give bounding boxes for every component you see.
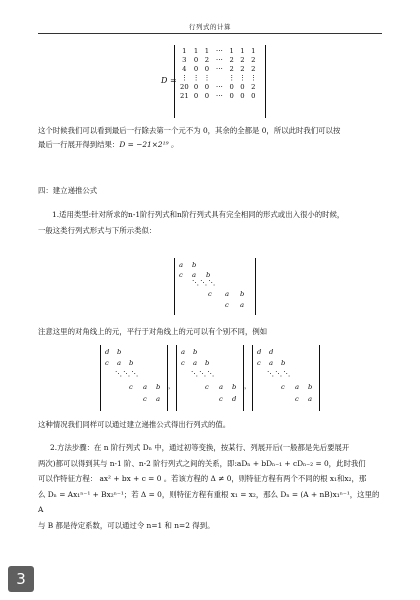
matrix-cell: a (117, 359, 122, 367)
matrix-cell: a (225, 290, 230, 298)
matrix-cell: c (181, 359, 185, 367)
example-matrix-1 (100, 345, 168, 411)
text-line: 可以作特征方程： ax² + bx + c = 0 。若该方程的 Δ ≠ 0，则特征方程有两个不同的根 x₁和x₂，那 (38, 474, 367, 483)
diagonal-dots: ⋱ ⋱ ⋱ (192, 279, 215, 287)
note-paragraph: 这种情况我们同样可以通过建立递推公式得出行列式的值。 (38, 420, 231, 429)
matrix-cell: 0 (193, 56, 199, 64)
matrix-cell: 0 (229, 92, 234, 100)
matrix-cell: c (295, 395, 299, 403)
determinant-label: D = (161, 76, 177, 85)
matrix-cell: 1 (182, 47, 187, 55)
matrix-row (178, 74, 259, 83)
matrix-cell: 21 (180, 92, 189, 100)
matrix-cell: c (257, 359, 261, 367)
text-line: 与 B 都是待定系数，可以通过令 n=1 和 n=2 得到。 (38, 520, 215, 530)
matrix-cell: a (240, 301, 245, 309)
matrix-cell: d (257, 348, 262, 356)
matrix-cell: a (192, 271, 197, 279)
matrix-cell: a (269, 359, 274, 367)
text-line (38, 140, 384, 150)
matrix-cell: ⋮ (228, 74, 236, 82)
diagonal-dots: ⋱ ⋱ ⋱ (191, 370, 214, 378)
matrix-cell: 0 (240, 83, 245, 91)
matrix-row (178, 83, 259, 92)
matrix-cell: 1 (229, 47, 234, 55)
matrix-cell: 1 (251, 47, 256, 55)
matrix-cell: ⋯ (215, 56, 223, 64)
matrix-cell: c (208, 290, 212, 298)
matrix-cell: b (205, 359, 210, 367)
determinant-matrix (174, 45, 266, 118)
matrix-cell: b (192, 261, 197, 269)
matrix-cell: ⋯ (215, 65, 223, 73)
matrix-cell: 0 (204, 83, 210, 91)
matrix-cell: b (308, 383, 313, 391)
matrix-cell: a (193, 359, 198, 367)
matrix-cell: 2 (204, 56, 210, 64)
text-line: 1.适用类型:针对所求的n-1阶行列式和n阶行列式具有完全相同的形式或出入很小的时候， (52, 210, 345, 219)
matrix-cell: ⋯ (215, 47, 223, 55)
header-rule (38, 33, 382, 34)
matrix-row (178, 65, 259, 74)
page-header: 行列式的计算 (189, 23, 231, 31)
matrix-cell: 0 (204, 65, 210, 73)
matrix-cell: b (240, 290, 245, 298)
matrix-cell (212, 74, 226, 83)
matrix-cell: ⋯ (215, 92, 223, 100)
matrix-cell: b (156, 383, 161, 391)
matrix-cell: a (308, 395, 313, 403)
matrix-row (178, 92, 259, 101)
matrix-cell: 2 (251, 83, 256, 91)
matrix-cell: 20 (180, 83, 189, 91)
matrix-cell: ⋯ (215, 83, 223, 91)
tridiagonal-matrix (174, 258, 256, 315)
matrix-row (178, 56, 259, 65)
matrix-cell: 1 (193, 47, 199, 55)
matrix-cell: 1 (240, 47, 245, 55)
matrix-cell: c (281, 383, 285, 391)
text-line: 两次)都可以得到其与 n-1 阶、n-2 阶行列式之间的关系，即:aDₙ + bDₙ₋₁ + cDₙ₋₂ = 0，此时我们 (38, 458, 366, 468)
matrix-cell: a (143, 383, 148, 391)
matrix-cell: 3 (182, 56, 187, 64)
matrix-cell: ⋮ (249, 74, 257, 82)
diagonal-dots: ⋱ ⋱ ⋱ (267, 370, 290, 378)
matrix-cell: c (129, 383, 133, 391)
matrix-cell: b (281, 359, 286, 367)
text-line: 一般这类行列式形式与下所示类似： (38, 226, 157, 235)
matrix-cell: 0 (229, 83, 234, 91)
matrix-cell: 4 (182, 65, 187, 73)
matrix-cell: c (205, 383, 209, 391)
matrix-cell: b (232, 383, 237, 391)
matrix-cell: d (105, 348, 110, 356)
separator-comma: ， (168, 382, 175, 390)
matrix-cell: 2 (251, 65, 256, 73)
separator-comma: ， (244, 382, 251, 390)
matrix-cell: c (143, 395, 147, 403)
item1-paragraph (38, 210, 384, 236)
text-line: 2.方法步骤：在 n 阶行列式 Dₙ 中，通过初等变换，按某行、列展开后(一般都是先后要展开 (50, 443, 350, 452)
matrix-cell: 1 (204, 47, 210, 55)
example-matrix-2 (176, 345, 244, 411)
text-span: 最后一行展开得到结果： (38, 140, 120, 149)
matrix-cell: d (232, 395, 237, 403)
text-line: 这个时候我们可以看到最后一行除去第一个元不为 0，其余的全都是 0，所以此时我们可以按 (38, 126, 341, 135)
page-number-badge: 3 (8, 566, 34, 592)
matrix-cell: a (156, 395, 161, 403)
matrix-cell: 0 (193, 65, 199, 73)
matrix-cell: a (179, 261, 184, 269)
matrix-cell: ⋮ (239, 74, 246, 82)
matrix-cell: b (117, 348, 122, 356)
matrix-row (178, 47, 259, 56)
matrix-cell: 0 (251, 92, 256, 100)
matrix-cell: c (105, 359, 109, 367)
matrix-cell: ⋮ (192, 74, 200, 82)
matrix-cell: 0 (193, 92, 199, 100)
matrix-cell: 0 (193, 83, 199, 91)
item2-paragraph (38, 440, 386, 533)
section-heading: 四：建立递推公式 (38, 186, 98, 195)
matrix-cell: c (179, 271, 183, 279)
matrix-cell: a (219, 383, 224, 391)
note-paragraph: 注意这里的对角线上的元，平行于对角线上的元可以有个别不同，例如 (38, 327, 268, 336)
matrix-cell: 2 (229, 65, 234, 73)
matrix-cell: c (219, 395, 223, 403)
matrix-cell: 2 (251, 56, 256, 64)
matrix-cell: b (206, 271, 211, 279)
result-formula: D = −21×2¹⁹ 。 (119, 140, 179, 149)
paragraph-result (38, 126, 384, 150)
matrix-cell: a (295, 383, 300, 391)
matrix-cell: 0 (240, 92, 245, 100)
matrix-cell: c (225, 301, 229, 309)
matrix-cell: ⋮ (203, 74, 211, 82)
matrix-cell: b (129, 359, 134, 367)
example-matrix-3 (252, 345, 320, 411)
text-line: 么 Dₙ = Ax₁ⁿ⁻¹ + Bx₂ⁿ⁻¹；若 Δ = 0，则特征方程有重根 x₁ = x₂，那么 Dₙ = (A + nB)x₁ⁿ⁻¹，这里的 A (38, 489, 380, 514)
matrix-cell: ⋮ (180, 74, 188, 82)
matrix-cell: 0 (204, 92, 210, 100)
matrix-cell: a (181, 348, 186, 356)
matrix-cell: b (193, 348, 198, 356)
matrix-cell: 2 (240, 56, 245, 64)
matrix-cell: d (269, 348, 274, 356)
matrix-cell: 2 (229, 56, 234, 64)
matrix-cell: 2 (240, 65, 245, 73)
diagonal-dots: ⋱ ⋱ ⋱ (115, 370, 138, 378)
